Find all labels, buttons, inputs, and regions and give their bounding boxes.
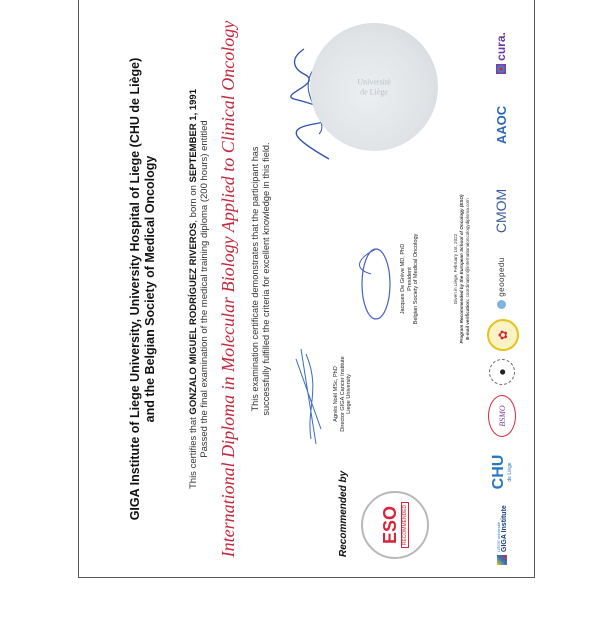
certification-statement bbox=[188, 0, 210, 579]
signatory-org: Liege University bbox=[346, 374, 353, 414]
cura-text: cura. bbox=[494, 32, 508, 61]
bsmo-text: BSMO bbox=[497, 405, 507, 427]
signatory-name: Agnès Noël MSc, PhD bbox=[333, 366, 339, 422]
exam-statement bbox=[250, 109, 272, 449]
giga-institute-logo bbox=[488, 505, 516, 565]
certificate-canvas bbox=[78, 0, 536, 579]
geoopedu-logo bbox=[492, 251, 510, 315]
chu-text: CHU bbox=[490, 454, 507, 490]
passed-text: Passed the final examination of the medical training diploma (200 hours) entitled bbox=[199, 120, 210, 458]
signatory-noel bbox=[333, 329, 353, 459]
eso-mark-icon: ESO bbox=[380, 506, 400, 545]
recommended-by-label: Recommended by bbox=[338, 470, 349, 557]
verification-email: coordination@internationaloncologydiploma.com bbox=[465, 198, 470, 298]
chu-sub: de Liège bbox=[507, 462, 513, 482]
seal-line-1: Université bbox=[357, 77, 391, 87]
program-recommended-text: Program Recommended by the European School of Oncology (ESO) bbox=[459, 194, 464, 344]
signatory-degreve bbox=[400, 204, 420, 354]
seal-line-2: de Liège bbox=[360, 87, 388, 97]
eso-recommended-badge bbox=[361, 491, 429, 559]
cura-mark-icon bbox=[496, 64, 506, 74]
header-line-2: and the Belgian Society of Medical Oncology bbox=[143, 155, 157, 423]
chu-liege-logo bbox=[486, 447, 518, 497]
signature-noel-icon bbox=[286, 339, 331, 449]
recommended-tag: RECOMMENDED bbox=[401, 502, 409, 548]
giga-line-1: LIÈGE université bbox=[496, 521, 501, 552]
signatory-role: Director GIGA Cancer Institute bbox=[339, 356, 346, 432]
society-seal-logo bbox=[489, 359, 515, 385]
bsmo-logo bbox=[488, 395, 516, 437]
born-on-text: , born on bbox=[188, 182, 199, 223]
partner-logos-row bbox=[484, 0, 520, 579]
email-label: E-mail verification: bbox=[465, 297, 470, 340]
birth-date: SEPTEMBER 1, 1991 bbox=[188, 89, 199, 183]
university-seal-icon bbox=[310, 23, 438, 151]
certifies-prefix: This certifies that bbox=[188, 414, 199, 490]
signatory-org: Belgian Society of Medical Oncology bbox=[413, 233, 420, 325]
geoopedu-dot-icon bbox=[497, 300, 506, 309]
society-seal-icon: ● bbox=[495, 368, 509, 376]
certificate-header bbox=[128, 0, 158, 579]
yellow-seal-icon: ✿ bbox=[496, 329, 510, 341]
cmom-logo bbox=[490, 183, 512, 239]
signatory-role: President bbox=[406, 267, 413, 291]
given-in-text: Given in Liège, February 1st, 2022 bbox=[453, 233, 458, 305]
certificate-footer bbox=[453, 119, 471, 419]
yellow-seal-logo bbox=[487, 319, 519, 351]
diploma-title: International Diploma in Molecular Biology Applied to Clinical Oncology bbox=[218, 20, 238, 558]
cmom-text: CMOM bbox=[493, 188, 509, 234]
signature-degreve-icon bbox=[346, 229, 401, 329]
giga-line-2: GIGA Institute bbox=[501, 505, 508, 552]
giga-mosaic-icon bbox=[497, 555, 507, 565]
header-line-1: GIGA Institute of Liege University, University Hospital of Liege (CHU de Liège) bbox=[128, 57, 142, 521]
signatory-name: Jacques De Grève MD, PhD bbox=[400, 243, 406, 315]
exam-line-1: This examination certificate demonstrates that the participant has bbox=[250, 146, 260, 412]
recipient-name: GONZALO MIGUEL RODRÍGUEZ RIVEROS bbox=[188, 222, 199, 415]
aaoc-text: AAOC bbox=[493, 105, 509, 145]
geoopedu-text: geoopedu bbox=[496, 257, 506, 297]
exam-line-2: successfully fulfilled the criteria for excellent knowledge in this field. bbox=[261, 142, 271, 416]
aaoc-logo bbox=[490, 103, 512, 147]
cura-logo bbox=[490, 27, 512, 79]
